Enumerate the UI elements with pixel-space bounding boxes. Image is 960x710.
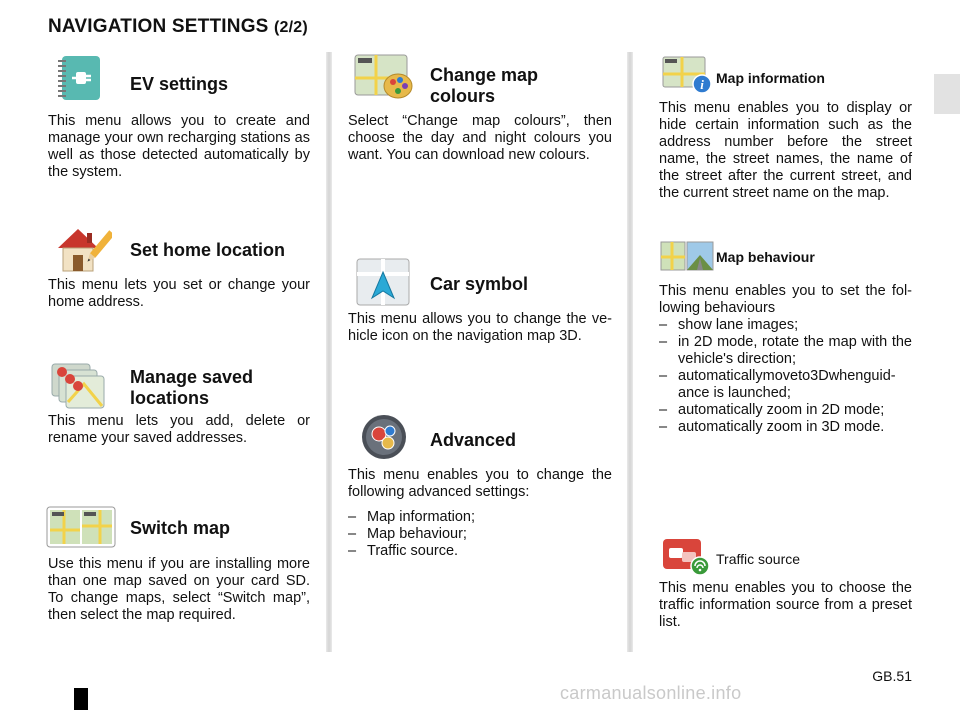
saved-locations-icon: [50, 362, 108, 412]
list-item: – automaticallymoveto3Dwhenguid-ance is launched;: [659, 368, 912, 402]
ev-settings-icon: [54, 54, 102, 102]
list-item: – in 2D mode, rotate the map with the vehicle's direction;: [659, 334, 912, 368]
car-symbol-title: Car symbol: [430, 274, 529, 294]
advanced-body: [348, 467, 612, 560]
list-item: – Map behaviour;: [348, 526, 612, 543]
page-title-part: (2/2): [274, 19, 308, 36]
ev-settings-body: This menu allows you to create and manage your own recharging stations as well as those detected automatically by the system.: [48, 113, 310, 180]
change-map-colours-body: Select “Change map colours”, then choose the day and night colours you want. You can download new colours.: [348, 113, 612, 163]
advanced-title: Advanced: [430, 430, 517, 450]
manage-saved-body: This menu lets you add, delete or rename your saved addresses.: [48, 413, 310, 446]
map-behaviour-list: [659, 317, 912, 436]
list-item: – show lane images;: [659, 317, 912, 334]
home-icon: [54, 224, 112, 274]
list-item: – Traffic source.: [348, 543, 612, 560]
switch-map-title: Switch map: [130, 518, 231, 538]
ev-settings-title: EV settings: [130, 74, 229, 94]
advanced-intro: This menu enables you to change the following advanced settings:: [348, 467, 612, 500]
map-behaviour-title: Map behaviour: [716, 249, 815, 265]
change-map-colours-title: Change map colours: [430, 65, 539, 106]
advanced-list: [348, 509, 612, 560]
list-item: – Map information;: [348, 509, 612, 526]
crop-mark: [74, 688, 88, 710]
car-symbol-body: This menu allows you to change the ve-hicle icon on the navigation map 3D.: [348, 311, 612, 344]
switch-map-icon: [46, 506, 116, 548]
page-title: [48, 16, 308, 38]
car-symbol-icon: [356, 258, 410, 306]
list-item: – automatically zoom in 3D mode.: [659, 419, 912, 436]
svg-text:i: i: [700, 77, 704, 92]
watermark: carmanualsonline.info: [560, 683, 742, 703]
map-information-title: Map information: [716, 70, 825, 86]
map-colours-icon: [354, 54, 414, 100]
advanced-icon: [360, 413, 408, 461]
page-title-text: NAVIGATION SETTINGS: [48, 16, 269, 37]
column-divider-1: [326, 52, 332, 652]
list-item: – automatically zoom in 2D mode;: [659, 402, 912, 419]
map-behaviour-intro: This menu enables you to set the fol-lowing behaviours: [659, 283, 912, 316]
traffic-source-title: Traffic source: [716, 551, 801, 567]
set-home-body: This menu lets you set or change your home address.: [48, 277, 310, 310]
set-home-title: Set home location: [130, 240, 286, 260]
manage-saved-title: Manage saved locations: [130, 367, 254, 408]
map-behaviour-body: [659, 283, 912, 436]
side-tab: [934, 74, 960, 114]
page-number: GB.51: [872, 668, 912, 684]
column-divider-2: [627, 52, 633, 652]
switch-map-body: Use this menu if you are installing more than one map saved on your card SD. To change maps, select “Switch map”, then select the map required.: [48, 556, 310, 623]
traffic-source-icon: [662, 538, 710, 576]
map-behaviour-icon: [660, 241, 714, 271]
map-information-body: This menu enables you to display or hide certain information such as the address number before the street name, the street names, the name of the street after the current street, and the current street name on the map.: [659, 100, 912, 201]
traffic-source-body: This menu enables you to choose the traffic information source from a preset list.: [659, 580, 912, 630]
map-information-icon: [662, 56, 712, 94]
